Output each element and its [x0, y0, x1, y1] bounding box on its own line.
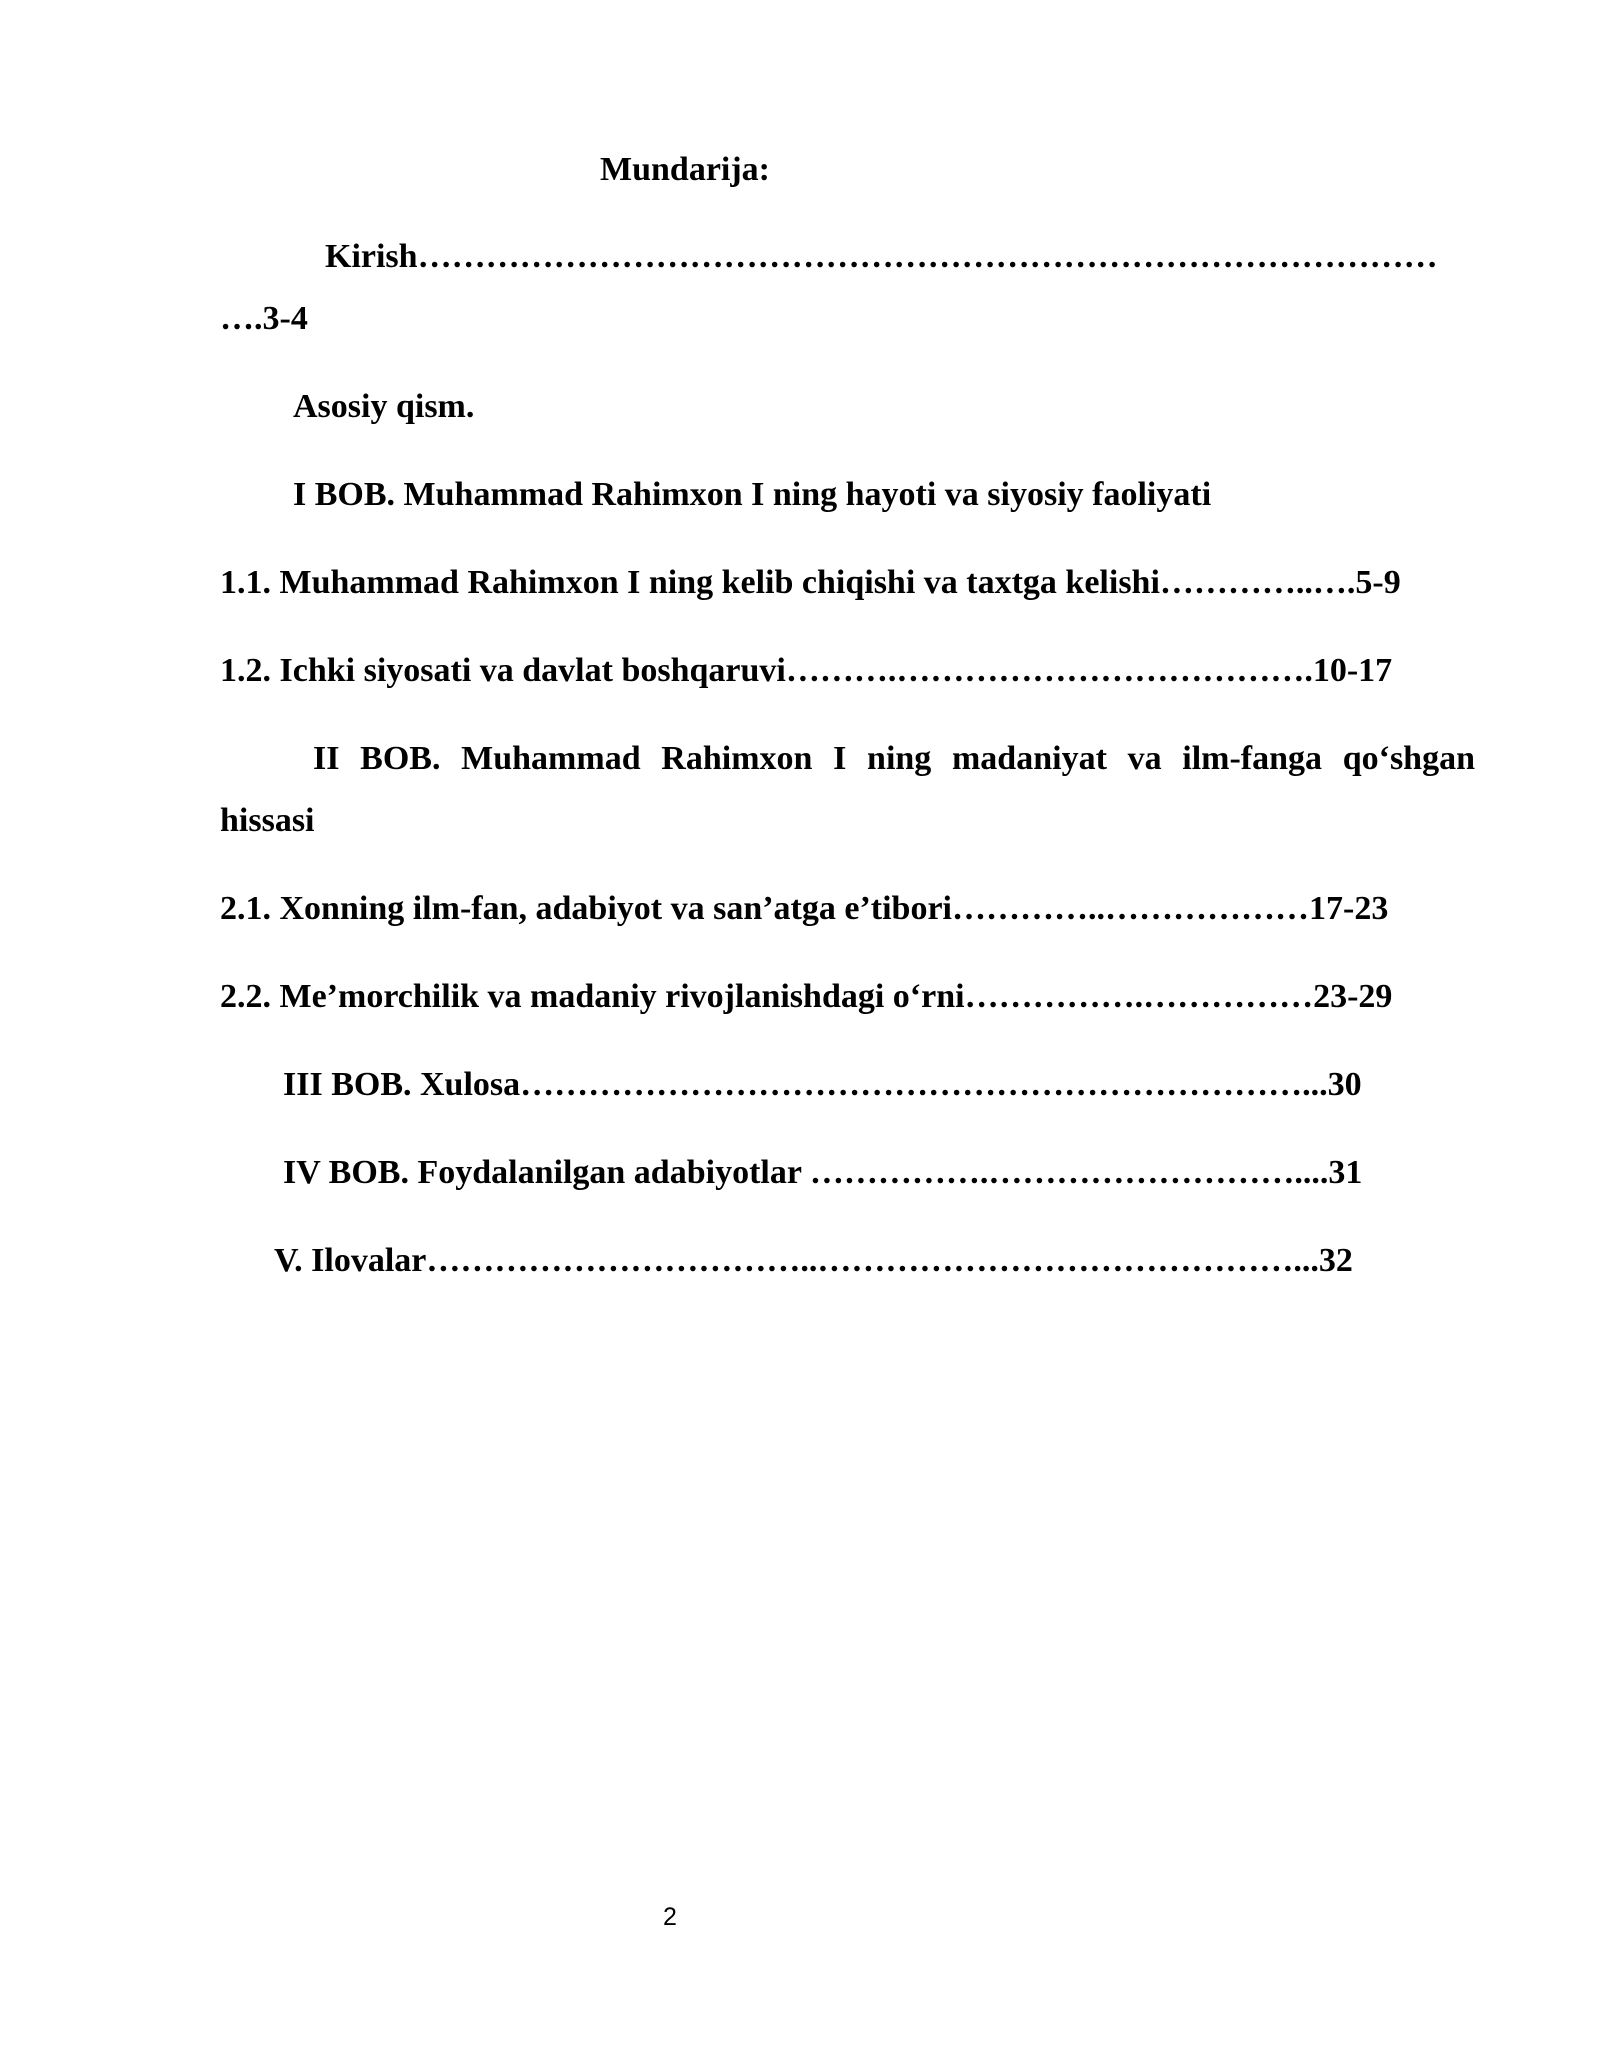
toc-entry-2-2: 2.2. Me’morchilik va madaniy rivojlanishdagi o‘rni…………….……………23-29 [220, 978, 1393, 1015]
page-number: 2 [663, 1903, 677, 1931]
toc-chapter-2: II BOB. Muhammad Rahimxon I ning madaniyat va ilm-fanga qo‘shgan [313, 740, 1475, 777]
toc-chapter-2-continued: hissasi [220, 802, 315, 839]
toc-entry-intro-pages: ….3-4 [220, 300, 308, 337]
toc-entry-intro: Kirish……………………………………………………………………………… [325, 238, 1438, 275]
toc-entry-2-1: 2.1. Xonning ilm-fan, adabiyot va san’atga e’tibori…………..………………17-23 [220, 890, 1389, 927]
toc-title: Mundarija: [600, 151, 770, 188]
toc-chapter-3: III BOB. Xulosa……………………………………………………………...30 [283, 1066, 1362, 1103]
toc-entry-1-1: 1.1. Muhammad Rahimxon I ning kelib chiqishi va taxtga kelishi…………..….5-9 [220, 564, 1401, 601]
toc-main-part-heading: Asosiy qism. [293, 388, 475, 425]
toc-chapter-1: I BOB. Muhammad Rahimxon I ning hayoti va siyosiy faoliyati [293, 476, 1212, 513]
toc-chapter-5: V. Ilovalar……………………………..……………………………………...32 [274, 1242, 1353, 1279]
toc-chapter-4: IV BOB. Foydalanilgan adabiyotlar …………….………………………....31 [283, 1154, 1363, 1191]
toc-entry-1-2: 1.2. Ichki siyosati va davlat boshqaruvi……….……………………………….10-17 [220, 652, 1393, 689]
